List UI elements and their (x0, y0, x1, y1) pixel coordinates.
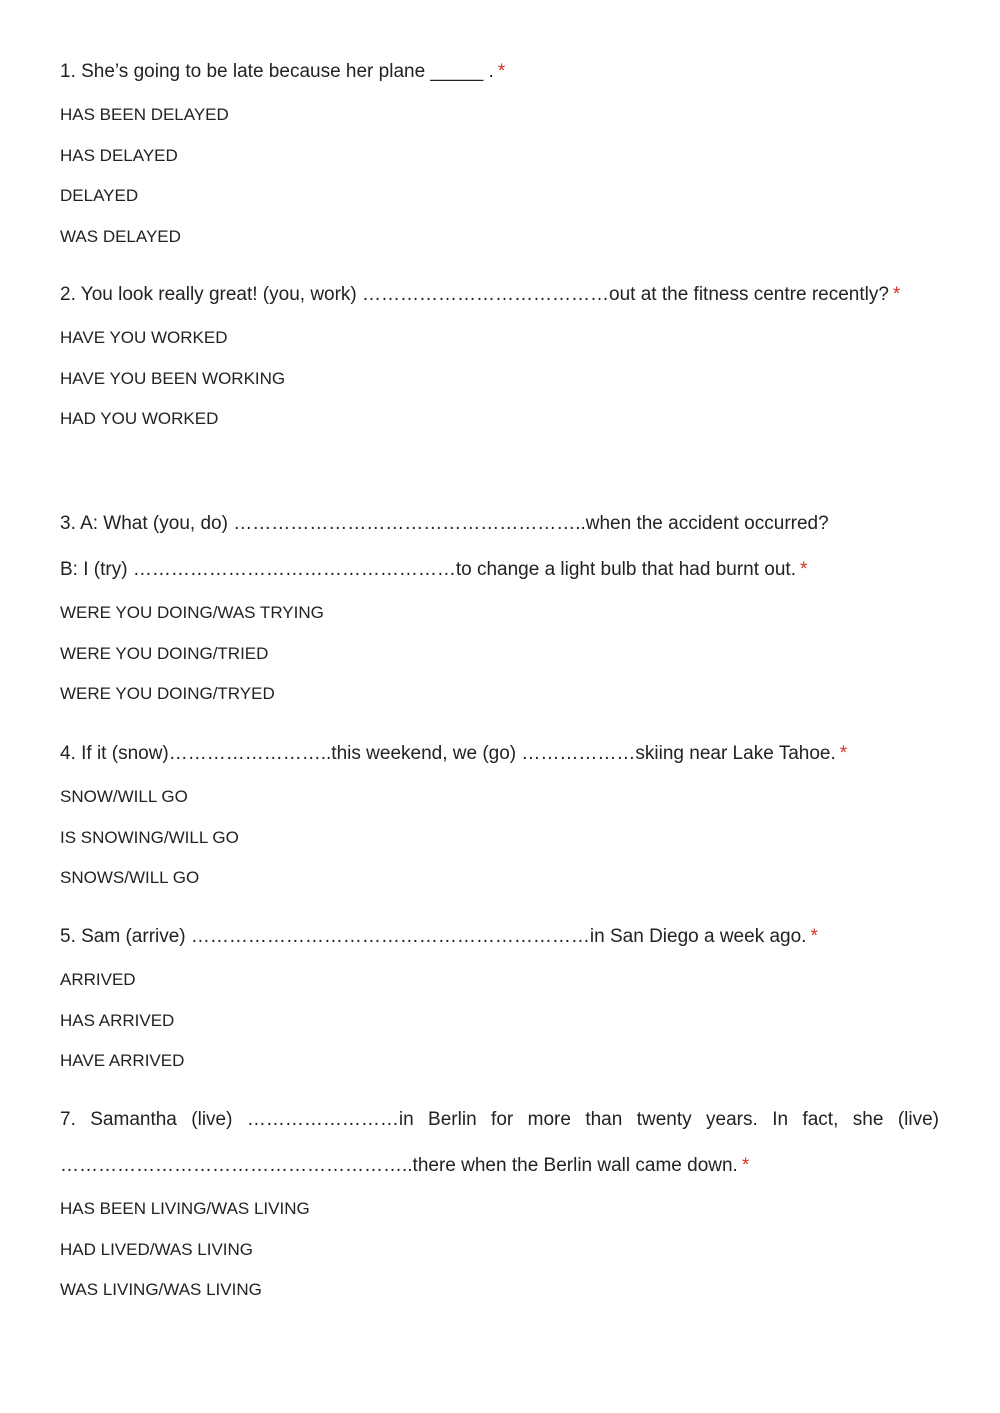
question-3-option-1[interactable]: WERE YOU DOING/WAS TRYING (60, 603, 324, 622)
question-3 (60, 501, 939, 704)
question-2-option-1[interactable]: HAVE YOU WORKED (60, 328, 228, 347)
question-5-prompt (60, 914, 939, 960)
question-5-option-3[interactable]: HAVE ARRIVED (60, 1051, 185, 1070)
required-marker: * (810, 926, 818, 947)
question-1-option-2[interactable]: HAS DELAYED (60, 145, 178, 165)
question-4-option-1[interactable]: SNOW/WILL GO (60, 787, 188, 806)
question-4-options (60, 787, 939, 888)
question-3-text-line-1: 3. A: What (you, do) ………………………………………………..when the accident occurred? (60, 513, 829, 534)
question-3-option-3[interactable]: WERE YOU DOING/TRYED (60, 684, 275, 703)
question-5-option-1[interactable]: ARRIVED (60, 970, 136, 989)
question-5 (60, 914, 939, 1071)
question-7-text: 7. Samantha (live) ……………………in Berlin for more than twenty years. In fact, she (live) ………………………………………………..there when the Berlin wall came down. (60, 1109, 939, 1176)
question-1-prompt (60, 49, 939, 95)
question-2-option-3[interactable]: HAD YOU WORKED (60, 409, 219, 428)
question-2-prompt (60, 272, 939, 318)
question-2-options (60, 328, 939, 429)
required-marker: * (741, 1155, 750, 1176)
question-2-text: 2. You look really great! (you, work) …………………………………out at the fitness centre recently? (60, 284, 889, 305)
question-1-options (60, 105, 939, 247)
question-5-text: 5. Sam (arrive) ………………………………………………………in San Diego a week ago. (60, 926, 807, 947)
question-4-text: 4. If it (snow)……………………..this weekend, we (go) ………………skiing near Lake Tahoe. (60, 743, 836, 764)
question-5-options (60, 970, 939, 1071)
question-7-option-2[interactable]: HAD LIVED/WAS LIVING (60, 1239, 254, 1259)
question-3-option-2[interactable]: WERE YOU DOING/TRIED (60, 643, 269, 663)
required-marker: * (892, 284, 901, 305)
question-7-option-1[interactable]: HAS BEEN LIVING/WAS LIVING (60, 1199, 310, 1218)
question-1-option-3[interactable]: DELAYED (60, 186, 139, 205)
question-7-options (60, 1199, 939, 1300)
question-1 (60, 49, 939, 247)
question-2-option-2[interactable]: HAVE YOU BEEN WORKING (60, 368, 286, 388)
question-2 (60, 272, 939, 429)
question-5-option-2[interactable]: HAS ARRIVED (60, 1010, 175, 1030)
required-marker: * (497, 61, 506, 82)
question-7-option-3[interactable]: WAS LIVING/WAS LIVING (60, 1280, 262, 1299)
question-4-option-2[interactable]: IS SNOWING/WILL GO (60, 827, 239, 847)
question-4-option-3[interactable]: SNOWS/WILL GO (60, 868, 200, 887)
required-marker: * (839, 743, 848, 764)
question-3-prompt-line-2 (60, 547, 939, 593)
question-3-text-line-2: B: I (try) ……………………………………………to change a light bulb that had burnt out. (60, 559, 796, 580)
question-4-prompt (60, 731, 939, 777)
question-4 (60, 731, 939, 888)
question-1-text: 1. She’s going to be late because her plane _____ . (60, 61, 494, 82)
required-marker: * (799, 559, 808, 580)
question-1-option-4[interactable]: WAS DELAYED (60, 226, 181, 246)
question-3-options (60, 603, 939, 704)
question-3-prompt-line-1 (60, 501, 939, 547)
question-7-prompt (60, 1097, 939, 1189)
question-1-option-1[interactable]: HAS BEEN DELAYED (60, 105, 229, 124)
question-7 (60, 1097, 939, 1300)
